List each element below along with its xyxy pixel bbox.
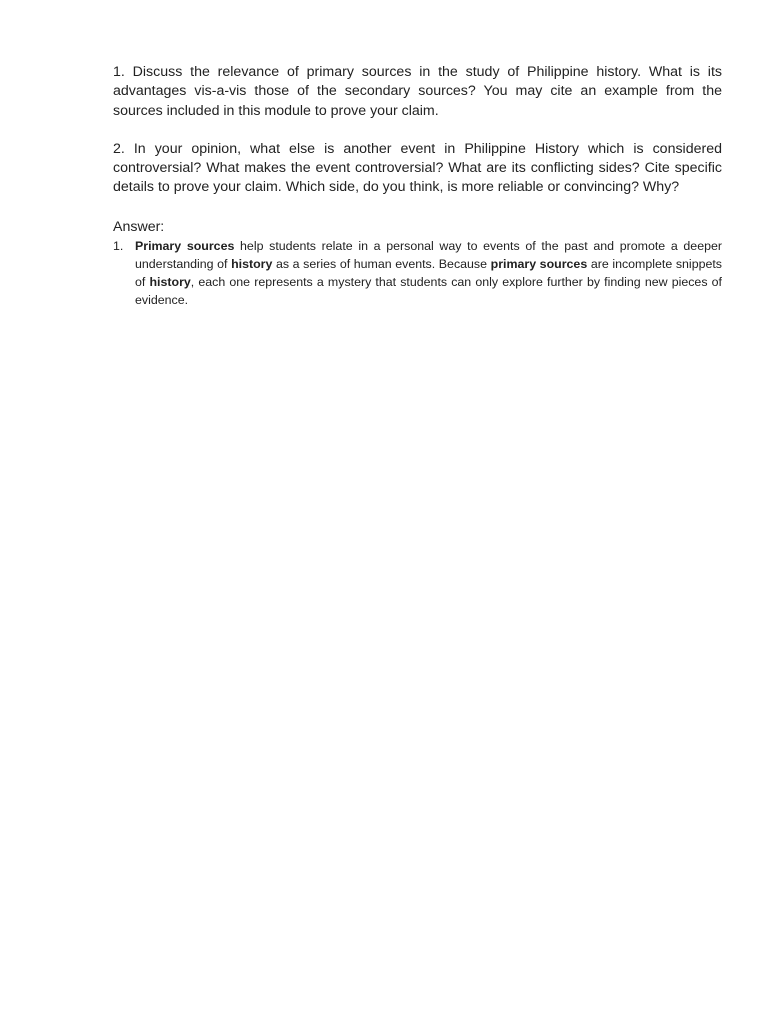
answer-bold-term: history: [149, 274, 191, 289]
answer-label: Answer:: [113, 218, 165, 235]
answer-item-number: 1.: [113, 238, 124, 253]
answer-text-segment: are incomplete snippets of: [135, 256, 723, 289]
answer-text-segment: , each one represents a mystery that students can only explore further by finding new pieces of evidence.: [135, 274, 722, 307]
question-1: 1. Discuss the relevance of primary sources in the study of Philippine history. What is its advantages vis-a-vis those of the secondary sources? You may cite an example from the sources included in this module to prove your claim.: [113, 64, 722, 119]
answer-bold-term: Primary sources: [135, 238, 235, 253]
answer-bold-term: history: [231, 256, 273, 271]
answer-text: [135, 239, 722, 307]
answer-list: [113, 237, 722, 309]
answer-text-segment: help students relate in a personal way to events of the past and promote a deeper understanding of: [135, 238, 722, 271]
answer-bold-term: primary sources: [490, 256, 588, 271]
answer-text-segment: as a series of human events. Because: [272, 256, 491, 271]
answer-item-1: [113, 237, 722, 309]
question-2: 2. In your opinion, what else is another event in Philippine History which is considered controversial? What makes the event controversial? What are its conflicting sides? Cite specific details to prove your claim. Which side, do you think, is more reliable or convincing? Why?: [113, 140, 722, 196]
document-page: [113, 63, 722, 309]
